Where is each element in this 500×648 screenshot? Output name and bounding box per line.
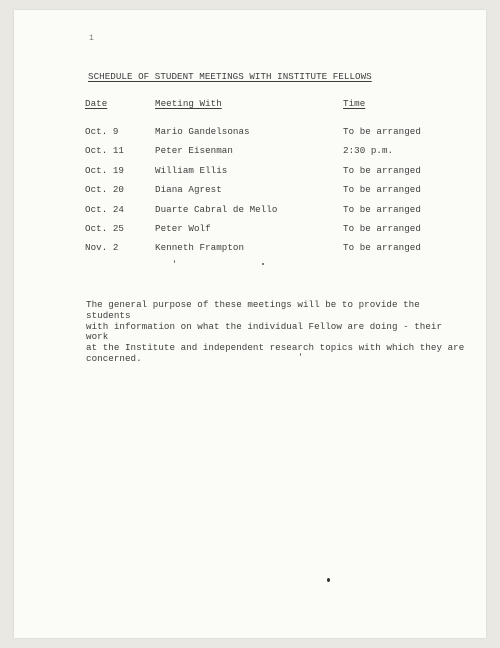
row-fellow-name: Kenneth Frampton	[155, 242, 245, 253]
row-date: Oct. 24	[85, 204, 124, 215]
row-fellow-name: William Ellis	[155, 165, 228, 176]
row-fellow-name: Peter Eisenman	[155, 145, 233, 156]
row-time: To be arranged	[343, 126, 421, 137]
scan-speck	[327, 578, 330, 582]
schedule-row	[14, 184, 486, 196]
schedule-row	[14, 145, 486, 157]
document-title: SCHEDULE OF STUDENT MEETINGS WITH INSTITUTE FELLOWS	[88, 71, 372, 82]
row-time: To be arranged	[343, 242, 421, 253]
paper-sheet	[14, 10, 486, 638]
row-time: 2:30 p.m.	[343, 145, 394, 156]
header-date: Date	[85, 98, 108, 109]
row-date: Oct. 20	[85, 184, 124, 195]
row-time: To be arranged	[343, 223, 421, 234]
row-time: To be arranged	[343, 204, 421, 215]
schedule-row	[14, 126, 486, 138]
row-fellow-name: Duarte Cabral de Mello	[155, 204, 278, 215]
row-time: To be arranged	[343, 165, 421, 176]
header-meeting-with: Meeting With	[155, 98, 222, 109]
schedule-row	[14, 204, 486, 216]
row-date: Oct. 25	[85, 223, 124, 234]
row-date: Oct. 19	[85, 165, 124, 176]
schedule-row	[14, 165, 486, 177]
row-date: Nov. 2	[85, 242, 119, 253]
corner-mark: 1	[89, 34, 94, 43]
row-fellow-name: Mario Gandelsonas	[155, 126, 250, 137]
row-date: Oct. 11	[85, 145, 124, 156]
row-time: To be arranged	[343, 184, 421, 195]
purpose-paragraph: The general purpose of these meetings will be to provide the students with information on what the individual Fellow are doing - their work at the Institute and independent research topics with which they are concerned.	[86, 299, 465, 364]
row-fellow-name: Peter Wolf	[155, 223, 211, 234]
scan-speck	[174, 260, 175, 263]
scan-speck	[262, 263, 264, 265]
row-date: Oct. 9	[85, 126, 119, 137]
schedule-row	[14, 223, 486, 235]
header-time: Time	[343, 98, 366, 109]
row-fellow-name: Diana Agrest	[155, 184, 222, 195]
schedule-row	[14, 242, 486, 254]
scan-speck	[300, 353, 301, 356]
